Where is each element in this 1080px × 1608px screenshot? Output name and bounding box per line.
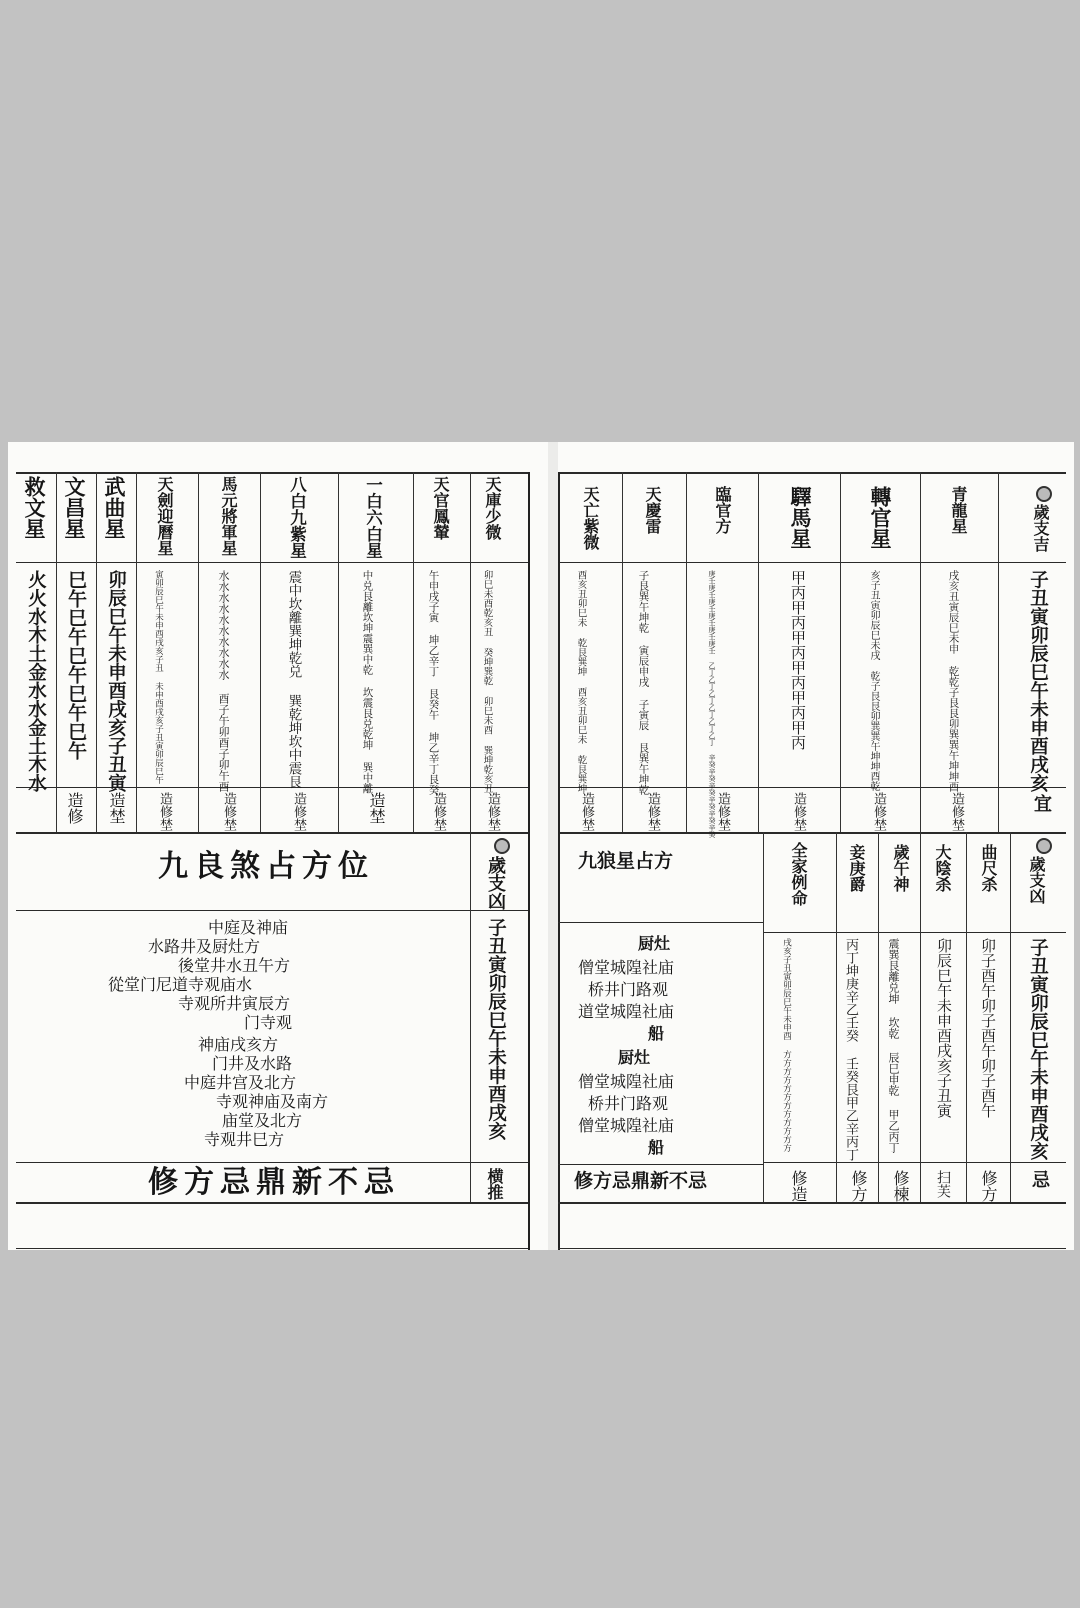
xiu-dayin: 扫芙: [935, 1170, 951, 1198]
xiu-wuqu: 造埜: [107, 792, 126, 824]
xiu-suizhi-xiong: 忌: [1029, 1170, 1050, 1188]
jlg-10: 船: [648, 1138, 665, 1157]
values-suiwu: 震巽艮離兑坤 坎乾 辰巳申乾 甲乙丙丁: [887, 938, 900, 1153]
header-tianwang: 天亡紫微: [581, 486, 600, 550]
values-quanjia: 戌亥子丑寅卯辰巳午未申酉 方方方方方方方方方方方方: [781, 938, 792, 1152]
xiu-tianqing: 造修埜: [645, 792, 660, 831]
jl-line-4: 從堂门尼道寺观庙水: [108, 975, 253, 994]
suizhi-xiong-label: 歲支凶: [485, 856, 506, 910]
values-yima: 甲丙甲丙甲丙甲丙甲丙甲丙: [789, 570, 807, 750]
header-yibai: 一白六白星: [363, 476, 383, 559]
header-mayuan: 馬元將軍星: [219, 476, 238, 556]
header-quanjia: 全家例命: [789, 842, 808, 906]
xiu-quchi: 修方: [979, 1170, 998, 1202]
xiu-quanjia: 修造: [789, 1170, 808, 1202]
xiu-zhuanguan: 造修埜: [871, 792, 886, 831]
values-linguan: 庚壬庚壬庚壬庚壬庚壬庚壬 乙丁乙丁乙丁乙丁乙丁乙丁 辛癸辛癸辛癸辛癸辛癸辛癸: [708, 570, 716, 838]
values-tianku: 卯巳未酉乾亥丑 癸坤巽乾 卯巳未酉 巽坤乾亥丑: [481, 570, 493, 793]
header-suiwu: 歲午神: [891, 844, 910, 892]
header-quchi: 曲尺杀: [979, 844, 998, 892]
header-wuqu: 武曲星: [102, 476, 127, 539]
jl-line-9: 中庭井宫及北方: [184, 1073, 297, 1092]
jlg-7: 僧堂城隍社庙: [578, 1072, 675, 1091]
values-wenchang: 巳午巳午巳午巳午巳午: [65, 570, 87, 760]
header-tianqing: 天慶雷: [643, 486, 662, 534]
xiu-qinglong: 造修埜: [949, 792, 964, 831]
scanned-book-spread: [8, 442, 1074, 1250]
jiulang-bottom: 修方忌鼎新不忌: [574, 1170, 708, 1192]
xiu-linguan: 造修埜: [715, 792, 730, 831]
right-page: [558, 442, 1074, 1250]
xiu-tianguan: 造修埜: [431, 792, 446, 831]
values-suizhi-ji: 子丑寅卯辰巳午未申酉戌亥: [1027, 570, 1049, 792]
circle-mark-icon-3: [1036, 838, 1052, 854]
jl-line-10: 寺观神庙及南方: [216, 1092, 329, 1111]
header-wenchang: 文昌星: [62, 476, 87, 539]
hengtui-label: 横推: [485, 1168, 504, 1200]
header-yima: 驛馬星: [788, 486, 813, 549]
xiu-yima: 造修埜: [791, 792, 806, 831]
jl-line-8: 门井及水路: [212, 1054, 293, 1073]
values-qiegeng: 丙丁坤庚辛乙壬癸 壬癸艮甲乙辛丙丁: [843, 938, 858, 1161]
left-page: [8, 442, 548, 1250]
header-zhuanguan: 轉官星: [868, 486, 893, 549]
jlg-2: 僧堂城隍社庙: [578, 958, 675, 977]
jlg-9: 僧堂城隍社庙: [578, 1116, 675, 1135]
values-dayin: 卯辰巳午未申酉戌亥子丑寅: [935, 938, 953, 1118]
values-jiuwen: 火火水木土金水水金土木水: [25, 570, 47, 792]
values-tianjian: 寅卯辰巳午未申酉戌亥子丑 未申酉戌亥子丑寅卯辰巳午: [153, 570, 164, 784]
values-quchi: 卯子酉午卯子酉午卯子酉午: [979, 938, 997, 1118]
xiu-tianjian: 造修埜: [157, 792, 172, 831]
header-jiuwen: 救文星: [22, 476, 47, 539]
jl-line-3: 後堂井水丑午方: [178, 956, 291, 975]
xiu-qiegeng: 修方: [849, 1170, 868, 1202]
header-qiegeng: 妾庚爵: [847, 844, 866, 892]
circle-mark-icon-2: [1036, 486, 1052, 502]
jlg-5: 船: [648, 1024, 665, 1043]
values-zhuanguan: 亥子丑寅卯辰巳未戌 乾子艮艮卯巽巽午坤坤酉乾: [868, 570, 879, 791]
values-tianguan: 午申戌子寅 坤乙辛丁 艮癸午 坤乙辛丁艮癸: [427, 570, 440, 795]
jlg-1: 厨灶: [638, 934, 671, 953]
jl-line-1: 中庭及神庙: [208, 918, 289, 937]
xiu-babai: 造修埜: [291, 792, 306, 831]
header-tianku: 天庫少微: [483, 476, 502, 540]
jlg-4: 道堂城隍社庙: [578, 1002, 675, 1021]
header-suizhi-xiong: 歲支凶: [1027, 856, 1046, 904]
values-tianqing: 子艮巽午坤乾 寅辰申戌 子寅辰 艮巽午坤乾: [637, 570, 650, 795]
values-wuqu: 卯辰巳午未申酉戌亥子丑寅: [105, 570, 127, 792]
jlg-6: 厨灶: [618, 1048, 651, 1067]
jl-line-6: 门寺观: [244, 1013, 293, 1032]
values-yibai: 中兑艮離坎坤震巽中乾 坎震艮兑乾坤 巽中離: [361, 570, 374, 794]
header-qinglong: 青龍星: [949, 486, 968, 534]
circle-mark-icon: [494, 838, 510, 854]
xiu-yibai: 造埜: [367, 792, 386, 824]
values-babai: 震中坎離巽坤乾兑 巽乾坤坎中震艮: [285, 570, 302, 789]
header-dayin: 大陰杀: [933, 844, 952, 892]
xiu-tianku: 造修埜: [485, 792, 500, 831]
jl-line-12: 寺观井巳方: [204, 1130, 285, 1149]
header-tianjian: 天劍迎曆星: [155, 476, 174, 556]
book-gutter: [548, 442, 558, 1250]
jiulang-title: 九狼星占方: [578, 850, 674, 872]
header-tianguan: 天官鳳輦: [431, 476, 450, 540]
values-qinglong: 戌亥丑寅辰巳未申 乾乾子艮艮卯巽巽午坤坤酉: [947, 570, 960, 792]
header-suizhi-ji: 歲支吉: [1031, 504, 1050, 552]
values-tianwang: 酉亥丑卯巳未 乾艮巽坤 酉亥丑卯巳未 乾艮巽坤: [575, 570, 587, 793]
xiu-suiwu: 修楝: [891, 1170, 910, 1202]
xiufang-ji-text: 修方忌鼎新不忌: [148, 1165, 400, 1200]
jlg-8: 桥井门路观: [588, 1094, 669, 1113]
xiu-wenchang: 造修: [65, 792, 84, 824]
xiu-mayuan: 造修埜: [221, 792, 236, 831]
jl-line-2: 水路井及厨灶方: [148, 937, 261, 956]
suizhi-branches: 子丑寅卯辰巳午未申酉戌亥: [485, 918, 507, 1140]
jl-line-11: 庙堂及北方: [222, 1111, 303, 1130]
values-mayuan: 水水水水水水水水水水 酉子午卯酉子卯午酉: [217, 570, 230, 792]
xiu-tianwang: 造修埜: [579, 792, 594, 831]
header-linguan: 臨官方: [713, 486, 732, 534]
jl-line-5: 寺观所井寅辰方: [178, 994, 291, 1013]
values-suizhi-xiong: 子丑寅卯辰巳午未申酉戌亥: [1027, 938, 1049, 1160]
jlg-3: 桥井门路观: [588, 980, 669, 999]
jl-line-7: 神庙戌亥方: [198, 1035, 279, 1054]
xiu-suizhi-ji: 宜: [1031, 794, 1052, 812]
jiuliang-title: 九良煞占方位: [158, 849, 374, 884]
header-babai: 八白九紫星: [287, 476, 307, 559]
